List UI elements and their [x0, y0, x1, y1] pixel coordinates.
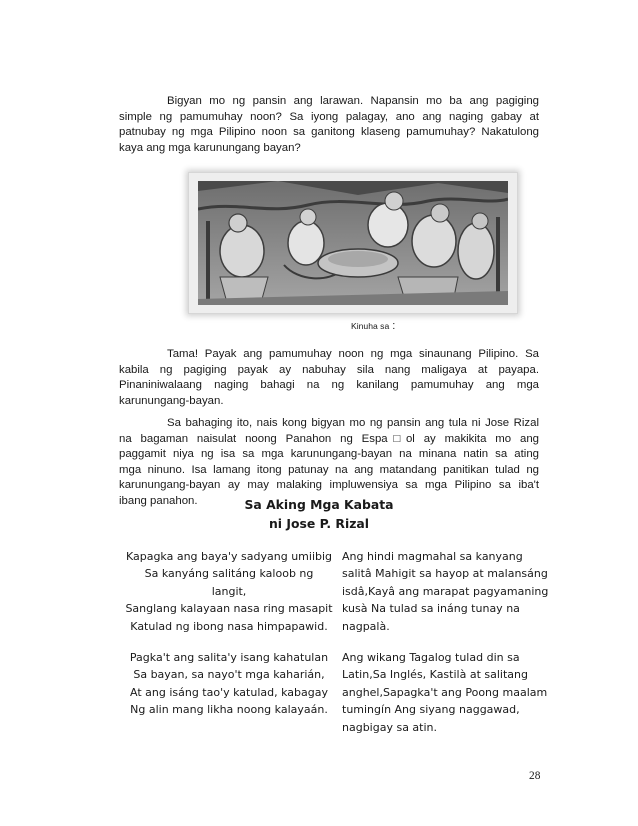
poem-line: Ng alin mang likha noong kalayaán.: [130, 703, 328, 717]
stanza-1-continued: [342, 548, 549, 635]
paragraph-line: karunungang-bayan.: [119, 394, 224, 407]
paragraph-line: patnubay ng mga Pilipino noon sa ganitong klaseng pamumuhay? Nakatulong: [119, 126, 539, 138]
poem-line: Pagka't ang salita'y isang kahatulan: [129, 651, 329, 664]
paragraph-line: mga ninuno. Isa lamang itong patunay na ang matandang panitikan tulad ng: [119, 463, 539, 476]
paragraph-line: simple ng pamumuhay noon? Sa iyong palagay, ano ang naging gabay at: [119, 110, 539, 123]
credit-colon: :: [392, 320, 396, 332]
paragraph-line: Sa bahaging ito, nais kong bigyan mo ng pansin ang tula ni Jose Rizal: [167, 417, 539, 429]
poem-line: Latin,Sa Inglés, Kastilà at salitang: [342, 668, 528, 682]
poem-line: nagpalà.: [342, 619, 390, 633]
poem-line: Sa bayan, sa nayo't mga kaharián,: [133, 668, 325, 682]
illustration-frame: [188, 172, 518, 314]
poem-line: At ang isáng tao'y katulad, kabagay: [130, 685, 328, 699]
poem-line: Ang hindi magmahal sa kanyang: [342, 550, 523, 563]
image-credit: [351, 320, 395, 332]
poem-line: kusà Na tulad sa ináng tunay na: [342, 602, 520, 616]
credit-label: Kinuha sa: [351, 321, 390, 331]
stanza-1-tagalog: [113, 548, 345, 635]
stanza-2-tagalog: [113, 649, 345, 719]
paragraph-line: Pinaniniwalaang naging bahagi na ng kanilang pamumuhay ang mga: [119, 379, 539, 391]
paragraph-line: kaya ang mga karunungang bayan?: [119, 141, 301, 154]
poem-line: Sanglang kalayaan nasa ring masapit: [125, 602, 333, 616]
paragraph-3: [119, 416, 539, 509]
poem-line: salitâ Mahigit sa hayop at malansáng: [342, 567, 548, 581]
paragraph-line: kabila ng pagiging payak ay nabuhay sila nang maligaya at payapa.: [119, 363, 539, 376]
paragraph-line: Bigyan mo ng pansin ang larawan. Napansin mo ba ang pagiging: [167, 95, 539, 107]
poem-line: nagbigay sa atin.: [342, 720, 438, 734]
poem-title: Sa Aking Mga Kabata: [244, 497, 394, 512]
poem-line: Sa kanyáng salitáng kaloob ng: [144, 567, 314, 581]
poem-author: ni Jose P. Rizal: [268, 516, 370, 531]
poem-line: langit,: [211, 584, 247, 598]
pre-colonial-life-illustration: [198, 181, 508, 305]
poem-line: Kapagka ang baya'y sadyang umiibig: [125, 550, 333, 563]
illustration-drawing: [198, 181, 508, 305]
paragraph-line: karunungang-bayan ay may malaking impluwensiya sa mga Pilipino sa iba't: [119, 479, 539, 491]
stanza-2-continued: [342, 649, 548, 736]
poem-line: Katulad ng ibong nasa himpapawid.: [130, 619, 328, 633]
poem-line: Ang wikang Tagalog tulad din sa: [342, 651, 520, 664]
poem-line: isdâ,Kayâ ang marapat pagyamaning: [342, 584, 549, 598]
paragraph-line: paggamit niya ng isa sa mga karunungang-bayan na minana natin sa ating: [119, 448, 539, 460]
paragraph-line: na bagaman naisulat noong Panahon ng Espa□ol ay makikita mo ang: [119, 432, 539, 445]
poem-line: tumingín Ang siyang naggawad,: [342, 703, 520, 717]
paragraph-line: ibang panahon.: [119, 494, 198, 507]
page-number: 28: [529, 770, 541, 782]
paragraph-line: Tama! Payak ang pamumuhay noon ng mga sinaunang Pilipino. Sa: [167, 348, 539, 360]
intro-paragraph: [119, 94, 539, 156]
paragraph-2: [119, 347, 539, 409]
poem-line: anghel,Sapagka't ang Poong maalam: [342, 685, 548, 699]
